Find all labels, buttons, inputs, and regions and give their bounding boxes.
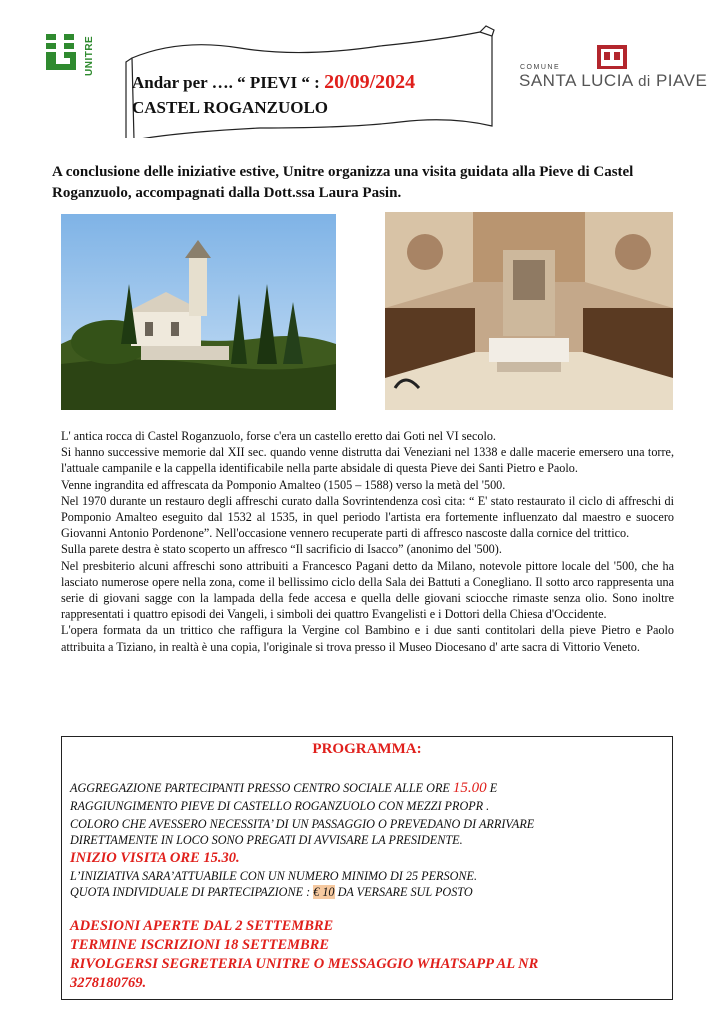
registration-open: ADESIONI APERTE DAL 2 SETTEMBRE — [70, 918, 334, 934]
registration-deadline: TERMINE ISCRIZIONI 18 SETTEMBRE — [70, 937, 330, 953]
program-line: COLORO CHE AVESSERO NECESSITA’ DI UN PASSAGGIO O PREVEDANO DI ARRIVARE — [70, 817, 535, 831]
comune-label: COMUNE — [520, 64, 561, 71]
program-line — [70, 883, 666, 901]
history-paragraph: Venne ingrandita ed affrescata da Pomponio Amalteo (1505 – 1588) verso la metà del '500. — [61, 477, 506, 492]
intro-paragraph: A conclusione delle iniziative estive, Unitre organizza una visita guidata alla Pieve di Castel Roganzuolo, accompagnati dalla Dott.ssa Laura Pasin. — [52, 164, 634, 201]
price: € 10 — [313, 885, 335, 899]
comune-name-main: SANTA LUCIA — [519, 71, 639, 90]
program-line — [70, 779, 666, 797]
comune-name-di: di — [638, 73, 651, 90]
program-box — [61, 736, 673, 1000]
title-line — [132, 71, 415, 94]
program-line: RAGGIUNGIMENTO PIEVE DI CASTELLO ROGANZUOLO CON MEZZI PROPR . — [70, 799, 490, 813]
history-text — [61, 428, 674, 655]
unitre-logo-mark — [46, 32, 82, 72]
program-line: DIRETTAMENTE IN LOCO SONO PREGATI DI AVVISARE LA PRESIDENTE. — [70, 833, 463, 847]
unitre-logo — [46, 32, 98, 78]
history-paragraph: L'opera formata da un trittico che raffigura la Vergine col Bambino e i due santi contitolari della pieve Pietro e Paolo attribuita a Tiziano, in realtà è una copia, l'originale si trova presso il Museo Diocesano d' arte sacra di Vittorio Veneto. — [61, 623, 674, 654]
phone-number: 3278180769. — [70, 975, 147, 991]
unitre-label: UNITRE — [84, 35, 95, 76]
program-line: L’INIZIATIVA SARA’ATTUABILE CON UN NUMERO MINIMO DI 25 PERSONE. — [70, 869, 477, 883]
program-text: AGGREGAZIONE PARTECIPANTI PRESSO CENTRO SOCIALE ALLE ORE — [70, 781, 453, 795]
interior-photo — [385, 212, 673, 410]
history-paragraph: Nel 1970 durante un restauro degli affreschi curato dalla Sovrintendenza così cita: “ E' stato restaurato il ciclo di affreschi di Pomponio Amalteo eseguito dal 1532 al 1535, in quel periodo l'artista era fortemente influenzato dal maestro e suocero Giovanni Antonio Pordenone”. Nell'occasione vennero recuperate parti di affresco nascoste dalla cornice del trittico. — [61, 493, 674, 541]
start-time: INIZIO VISITA ORE 15.30. — [70, 850, 240, 866]
program-title: PROGRAMMA: — [312, 741, 422, 757]
history-paragraph: Si hanno successive memorie dal XII sec. quando venne distrutta dai Veneziani nel 1338 e dalle macerie emersero una torre, l'attuale campanile e la cappella identificabile nella parte absidale di questa Pieve dei Santi Pietro e Paolo. — [61, 445, 674, 476]
event-place: CASTEL ROGANZUOLO — [132, 98, 329, 117]
program-text: QUOTA INDIVIDUALE DI PARTECIPAZIONE : — [70, 885, 314, 899]
history-paragraph: L' antica rocca di Castel Roganzuolo, forse c'era un castello eretto dai Goti nel VI secolo. — [61, 429, 496, 443]
program-text: DA VERSARE SUL POSTO — [334, 885, 473, 899]
contact-info: RIVOLGERSI SEGRETERIA UNITRE O MESSAGGIO WHATSAPP AL NR — [70, 956, 539, 972]
program-text: E — [486, 781, 498, 795]
church-photo — [61, 214, 336, 410]
history-paragraph: Sulla parete destra è stato scoperto un affresco “Il sacrificio di Isacco” (anonimo del '500). — [61, 542, 502, 557]
event-date: 20/09/2024 — [324, 71, 416, 93]
comune-emblem-icon — [596, 44, 628, 70]
meeting-time: 15.00 — [452, 780, 487, 796]
comune-name-end: PIAVE — [650, 71, 708, 90]
title-prefix: Andar per …. “ PIEVI “ : — [132, 73, 325, 92]
history-paragraph: Nel presbiterio alcuni affreschi sono attribuiti a Francesco Pagani detto da Milano, notevole pittore locale del '500, che ha lasciato numerose opere nella zona, come il bellissimo ciclo della Sala dei Battuti a Conegliano. Il sotto arco rappresenta una serie di giovani sagge con la lampada della fede accesa e quella delle giovani sciocche rimaste senza olio. Sono inoltre rappresentati i quattro episodi dei Vangeli, i simboli dei quattro Evangelisti e i Dottori della Chiesa d'Occidente. — [61, 558, 674, 622]
comune-name — [519, 71, 707, 91]
